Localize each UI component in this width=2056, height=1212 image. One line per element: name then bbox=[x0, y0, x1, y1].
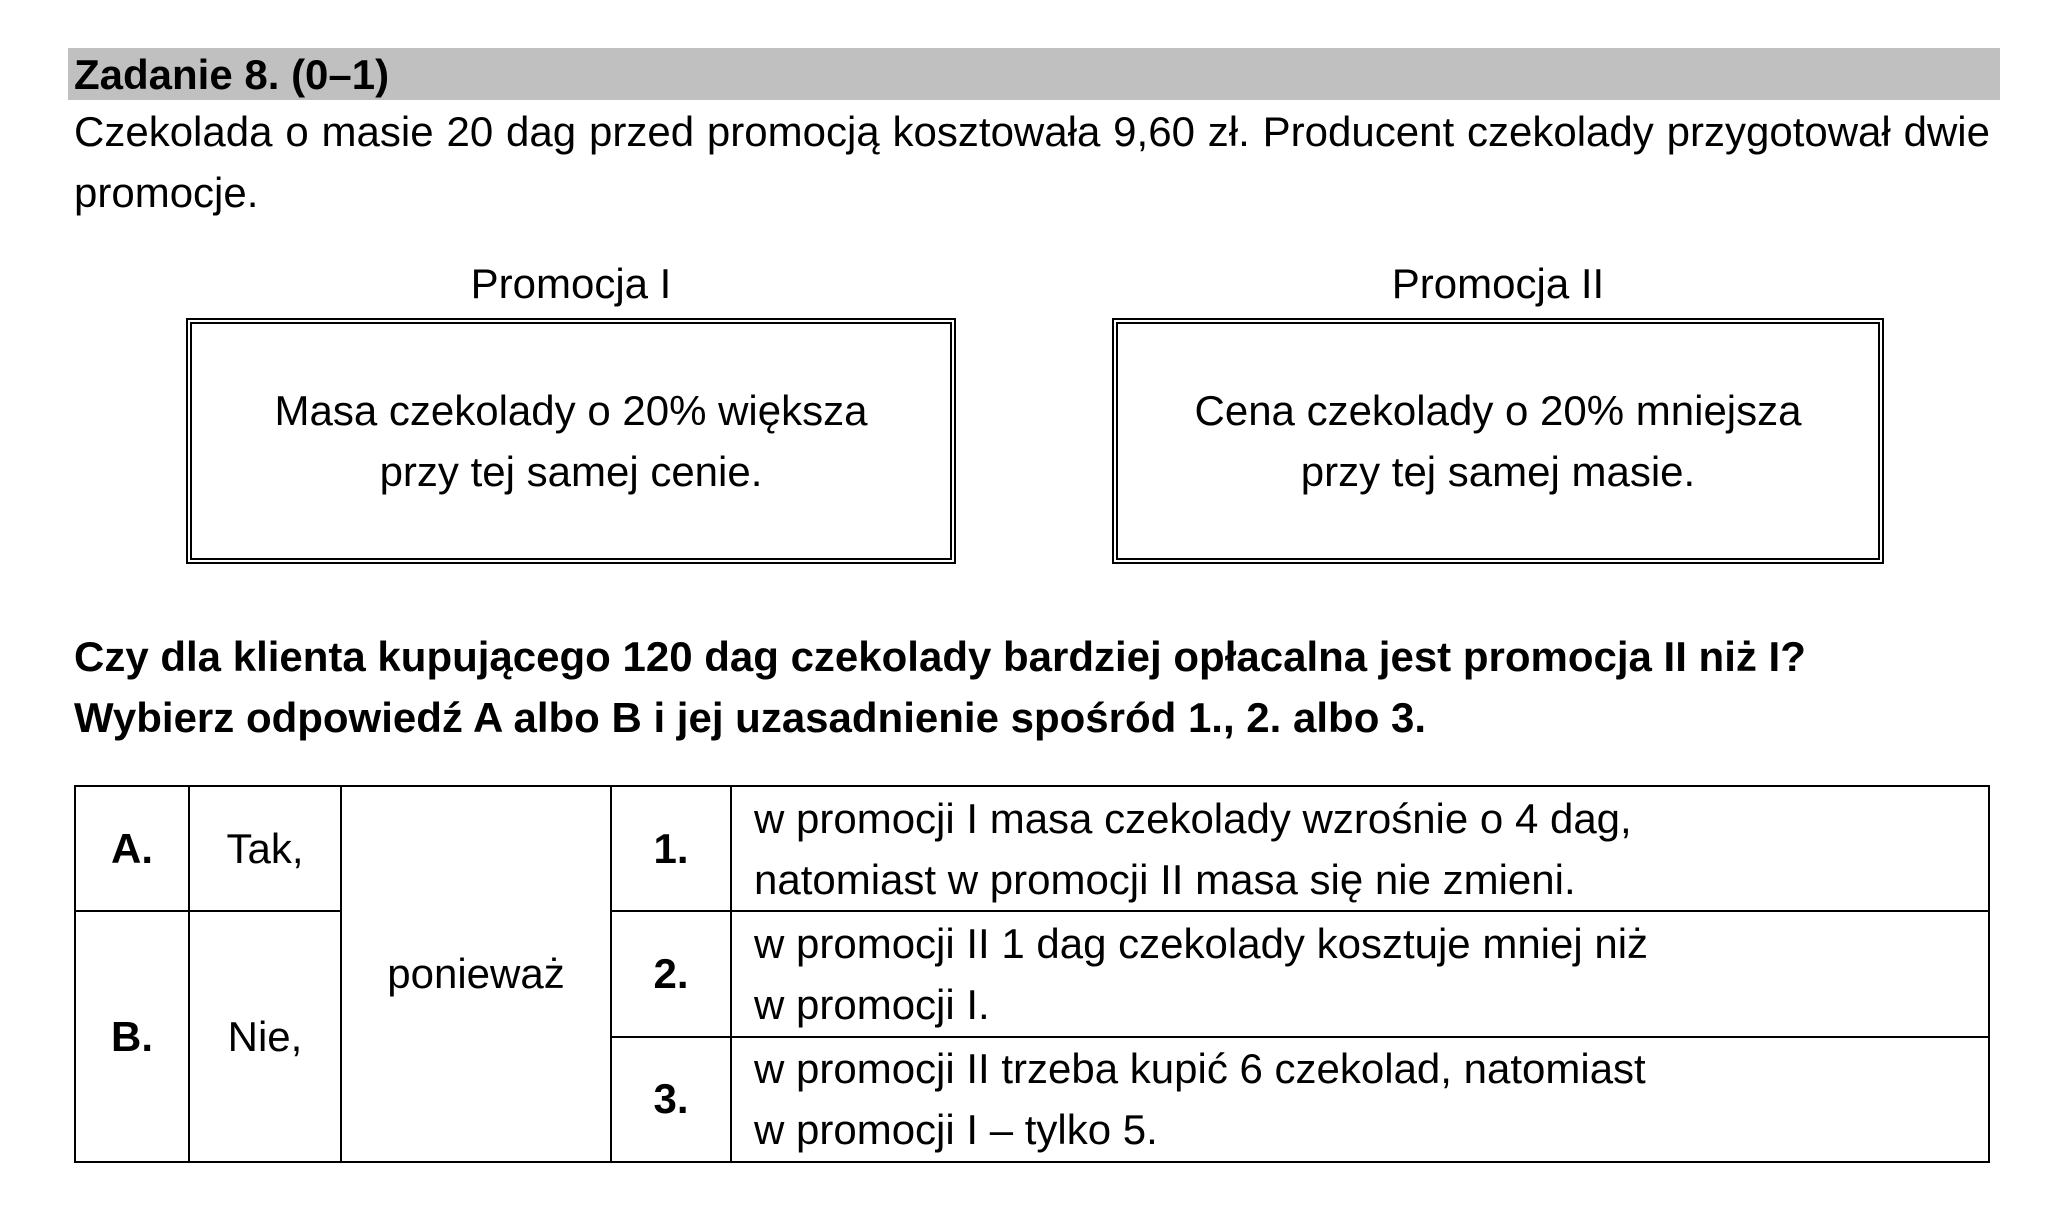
reason-2-text[interactable] bbox=[731, 911, 1989, 1036]
answer-table bbox=[74, 785, 1990, 1163]
reason-2-line1: w promocji II 1 dag czekolady kosztuje mniej niż bbox=[754, 919, 1649, 967]
promotion-2-title: Promocja II bbox=[1391, 260, 1605, 307]
reason-2-number[interactable]: 2. bbox=[611, 911, 731, 1036]
promotion-1-line1: Masa czekolady o 20% większa bbox=[274, 387, 868, 434]
connector-cell: ponieważ bbox=[341, 786, 611, 1162]
reason-3-line2: w promocji I – tylko 5. bbox=[754, 1106, 1158, 1154]
promotion-2-box bbox=[1112, 318, 1884, 564]
task-title: Zadanie 8. (0–1) bbox=[74, 51, 390, 98]
reason-2-line2: w promocji I. bbox=[754, 980, 990, 1028]
reason-1-line1: w promocji I masa czekolady wzrośnie o 4 dag, bbox=[754, 794, 1632, 842]
reason-1-text[interactable] bbox=[731, 786, 1989, 911]
promotion-2-line1: Cena czekolady o 20% mniejsza bbox=[1194, 387, 1802, 434]
option-a-letter[interactable]: A. bbox=[75, 786, 189, 911]
promotion-2-line2: przy tej samej masie. bbox=[1300, 448, 1696, 495]
promotion-1-title: Promocja I bbox=[470, 260, 672, 307]
task-intro: Czekolada o masie 20 dag przed promocją kosztowała 9,60 zł. Producent czekolady przygotował dwie promocje. bbox=[74, 108, 1990, 216]
option-b-text[interactable]: Nie, bbox=[189, 911, 341, 1162]
question-line1: Czy dla klienta kupującego 120 dag czekolady bardziej opłacalna jest promocja II niż I? bbox=[74, 633, 1806, 680]
reason-1-number[interactable]: 1. bbox=[611, 786, 731, 911]
option-a-text[interactable]: Tak, bbox=[189, 786, 341, 911]
reason-3-line1: w promocji II trzeba kupić 6 czekolad, natomiast bbox=[754, 1045, 1646, 1093]
question-line2: Wybierz odpowiedź A albo B i jej uzasadnienie spośród 1., 2. albo 3. bbox=[74, 694, 1427, 741]
reason-3-number[interactable]: 3. bbox=[611, 1037, 731, 1162]
reason-3-text[interactable] bbox=[731, 1037, 1989, 1162]
reason-1-line2: natomiast w promocji II masa się nie zmieni. bbox=[754, 855, 1576, 903]
question bbox=[74, 626, 2004, 748]
option-b-letter[interactable]: B. bbox=[75, 911, 189, 1162]
promotion-1-line2: przy tej samej cenie. bbox=[379, 448, 763, 495]
promotion-1-box bbox=[186, 318, 956, 564]
